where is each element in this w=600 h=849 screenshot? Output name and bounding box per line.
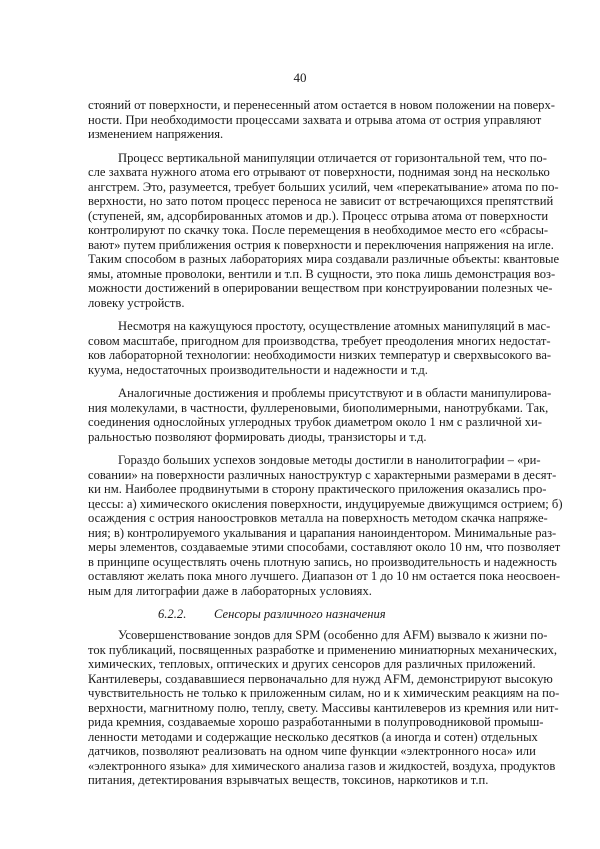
text-line: ловеку устройств. xyxy=(88,295,185,310)
page-body xyxy=(88,98,563,797)
text-line: изменением напряжения. xyxy=(88,127,224,141)
paragraph xyxy=(88,628,560,788)
text-line: верхности, но зато потом процесс переноса не зависит от встречающихся препятствий xyxy=(88,194,554,208)
text-line: совом масштабе, пригодном для производства, требует преодоления многих недостат- xyxy=(88,333,551,348)
text-line: химических, тепловых, оптических и других сенсоров для различных приложений. xyxy=(88,657,536,671)
text-line: ленности методами и содержащие несколько десятков (а иногда и сотен) отдельных xyxy=(88,729,538,744)
text-line: чувствительность не только к приложенным силам, но и к химическим реакциям на по- xyxy=(88,686,560,700)
text-line: (ступеней, ям, адсорбированных атомов и др.). Процесс отрыва атома от поверхности xyxy=(88,208,549,223)
text-line: ния; в) контролируемого укалывания и царапания наноиндентором. Минимальные раз- xyxy=(88,525,557,540)
text-line: оставляют желать пока много лучшего. Диапазон от 1 до 10 нм остается пока неосвоен- xyxy=(88,569,561,583)
text-line: Процесс вертикальной манипуляции отличается от горизонтальной тем, что по- xyxy=(118,150,547,165)
page-number: 40 xyxy=(293,70,307,85)
text-line: осаждения с острия наноостровков металла на поверхность методом скачка напряже- xyxy=(88,511,548,525)
paragraph xyxy=(88,319,552,377)
section-number: 6.2.2. xyxy=(158,607,187,621)
paragraph xyxy=(88,98,555,142)
text-line: можности достижений в оперировании веществом при конструировании полезных че- xyxy=(88,281,553,295)
text-line: Усовершенствование зондов для SPM (особенно для AFM) вызвало к жизни по- xyxy=(118,628,548,642)
text-line: рида кремния, создаваемые хорошо разработанными в полупроводниковой промыш- xyxy=(88,715,544,729)
text-line: Кантилеверы, создававшиеся первоначально для нужд AFM, демонстрируют высокую xyxy=(88,671,553,686)
text-line: ток публикаций, посвященных разработке и применению миниатюрных механических, xyxy=(88,642,558,657)
text-line: стояний от поверхности, и перенесенный атом остается в новом положении на поверх- xyxy=(88,98,555,112)
text-line: Аналогичные достижения и проблемы присутствуют и в области манипулирова- xyxy=(118,386,552,400)
section-title: Сенсоры различного назначения xyxy=(214,607,386,621)
text-line: ямы, атомные проволоки, вентили и т.п. В сущности, это пока лишь демонстрация воз- xyxy=(88,266,556,281)
paragraph xyxy=(88,150,560,311)
text-line: сле захвата нужного атома его отрывают от поверхности, поднимая зонд на несколько xyxy=(88,165,550,179)
paragraph xyxy=(88,386,552,444)
text-line: ным для литографии даже в лабораторных условиях. xyxy=(88,583,372,598)
text-line: ки нм. Наиболее продвинутыми в сторону практического приложения оказались про- xyxy=(88,482,547,496)
text-line: Таким способом в разных лабораториях мира создавали различные объекты: квантовые xyxy=(88,252,560,266)
text-line: в принципе осуществлять очень плотную запись, но производительность и надежность xyxy=(88,554,557,569)
text-line: верхности, магнитному полю, теплу, свету. Массивы кантилеверов из кремния или нит- xyxy=(88,700,559,715)
text-line: цессы: а) химического окисления поверхности, индуцируемые движущимся острием; б) xyxy=(88,496,563,511)
text-line: вают» путем приближения острия к поверхности и переключения напряжения на игле. xyxy=(88,237,554,252)
text-line: ния молекулами, в частности, фуллереновыми, биополимерными, нанотрубками. Так, xyxy=(88,400,549,415)
text-line: питания, детектирования взрывчатых веществ, токсинов, наркотиков и т.п. xyxy=(88,773,489,787)
text-line: контролируют по скачку тока. После перемещения в необходимое место его «сбрасы- xyxy=(88,223,549,237)
text-line: куума, недостаточных производительности и надежности и т.д. xyxy=(88,362,428,377)
text-line: ангстрем. Это, разумеется, требует больших усилий, чем «перекатывание» атома по по- xyxy=(88,179,559,194)
text-line: совании» на поверхности различных наноструктур с характерными размерами в десят- xyxy=(88,467,557,482)
text-line: ков лабораторной технологии: необходимости низких температур и сверхвысокого ва- xyxy=(88,348,552,362)
text-line: ности. При необходимости процессами захвата и отрыва атома от острия управляют xyxy=(88,112,542,127)
text-line: датчиков, позволяют реализовать на одном чипе функции «электронного носа» или xyxy=(88,744,536,758)
section-heading xyxy=(158,607,520,622)
text-line: «электронного языка» для химического анализа газов и жидкостей, воздуха, продуктов xyxy=(88,758,556,773)
text-line: ральностью позволяют формировать диоды, транзисторы и т.д. xyxy=(88,429,427,444)
text-line: соединения однослойных углеродных трубок диаметром около 1 нм с различной хи- xyxy=(88,415,542,429)
paragraph xyxy=(88,453,563,598)
text-line: Несмотря на кажущуюся простоту, осуществление атомных манипуляций в мас- xyxy=(118,319,551,333)
text-line: меры элементов, создаваемые этими способами, составляют около 10 нм, что позволяет xyxy=(88,540,561,554)
text-line: Гораздо больших успехов зондовые методы достигли в нанолитографии – «ри- xyxy=(118,453,541,467)
